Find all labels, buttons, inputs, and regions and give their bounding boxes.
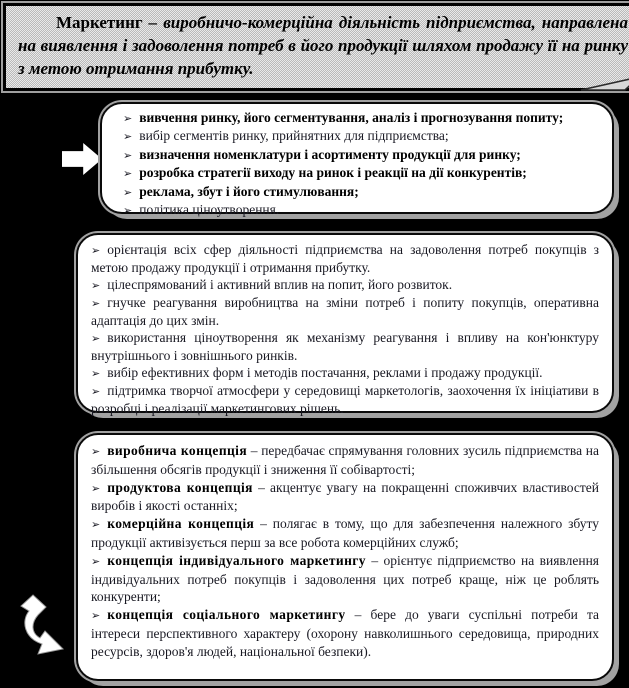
arrow-bullet-icon: ➢ xyxy=(91,385,101,398)
list-item xyxy=(123,201,604,219)
arrow-bullet-icon: ➢ xyxy=(123,204,133,218)
folded-corner-icon xyxy=(580,76,629,91)
arrow-bullet-icon: ➢ xyxy=(91,297,101,310)
concept-body: – полягає в тому, що для забезпечення належного збуту продукції активізується перш за все робота комерційних служб; xyxy=(91,516,599,550)
list-item-text: розробка стратегії виходу на ринок і реакції на дії конкурентів; xyxy=(139,165,527,181)
list-item xyxy=(123,109,604,127)
concepts-list xyxy=(91,442,599,661)
concept-term: продуктова концепція xyxy=(107,479,253,495)
arrow-bullet-icon: ➢ xyxy=(91,445,101,458)
concept-term: концепція соціального маркетингу xyxy=(107,607,346,623)
list-item xyxy=(91,276,599,294)
functions-box xyxy=(100,102,614,218)
concept-term: виробнича концепція xyxy=(107,443,248,458)
definition-text xyxy=(18,11,628,80)
list-item xyxy=(91,329,599,364)
arrow-bullet-icon: ➢ xyxy=(91,279,101,292)
list-item xyxy=(123,146,604,164)
list-item xyxy=(91,241,599,276)
curved-arrow-icon xyxy=(11,594,71,660)
list-item-text: вибір ефективних форм і методів постачання, реклами і продажу продукції. xyxy=(107,365,543,380)
arrow-bullet-icon: ➢ xyxy=(91,609,101,623)
list-item xyxy=(123,164,604,182)
principles-box xyxy=(76,233,614,416)
concept-body: – передбачає спрямування головних зусиль підприємства на збільшення обсягів продукції і зниження її собівартості; xyxy=(91,443,600,477)
arrow-bullet-icon: ➢ xyxy=(123,112,133,125)
concept-term: концепція індивідуального маркетингу xyxy=(107,552,366,568)
principles-list xyxy=(91,241,599,417)
list-item xyxy=(91,552,599,606)
list-item-text: орієнтація всіх сфер діяльності підприємства на задоволення потреб покупців з метою продажу продукції і отримання прибутку. xyxy=(91,242,599,275)
arrow-bullet-icon: ➢ xyxy=(91,244,101,257)
concept-term: комерційна концепція xyxy=(107,516,255,532)
arrow-bullet-icon: ➢ xyxy=(91,332,101,345)
list-item xyxy=(91,515,599,552)
list-item xyxy=(91,294,599,329)
arrow-bullet-icon: ➢ xyxy=(91,481,101,495)
list-item-text: визначення номенклатури і асортименту продукції для ринку; xyxy=(139,146,521,162)
arrow-bullet-icon: ➢ xyxy=(91,367,101,380)
list-item-text: політика ціноутворення. xyxy=(139,202,280,218)
definition-body: виробничо-комерційна діяльність підприємства, направлена на виявлення і задоволення потреб в його продукції шляхом продажу її на ринку з метою отримання прибутку. xyxy=(18,13,628,78)
list-item xyxy=(91,479,599,516)
list-item xyxy=(123,127,604,145)
arrow-bullet-icon: ➢ xyxy=(123,185,133,199)
arrow-right-icon xyxy=(62,142,102,176)
list-item-text: реклама, збут і його стимулювання; xyxy=(139,183,359,199)
list-item-text: вибір сегментів ринку, прийнятних для підприємства; xyxy=(139,128,449,144)
concepts-box xyxy=(76,433,614,681)
list-item-text: гнучке реагування виробництва на зміни потреб і попиту покупців, оперативна адаптація до цих змін. xyxy=(91,295,599,328)
concept-body: – орієнтує підприємство на виявлення індивідуальних потреб покупців і задоволення цих потреб краще, ніж це роблять конкуренти; xyxy=(91,552,600,605)
arrow-bullet-icon: ➢ xyxy=(123,167,133,181)
arrow-bullet-icon: ➢ xyxy=(123,130,133,144)
list-item-text: цілеспрямований і активний вплив на попит, його розвиток. xyxy=(107,277,453,292)
list-item xyxy=(91,364,599,382)
list-item-text: вивчення ринку, його сегментування, аналіз і прогнозування попиту; xyxy=(139,110,564,125)
list-item xyxy=(91,382,599,417)
list-item-text: використання ціноутворення як механізму реагування і впливу на кон'юнктуру внутрішнього і зовнішнього ринків. xyxy=(91,330,599,363)
list-item xyxy=(91,606,599,660)
arrow-bullet-icon: ➢ xyxy=(91,518,101,532)
definition-term: Маркетинг xyxy=(56,13,143,32)
definition-box xyxy=(3,3,629,91)
list-item xyxy=(123,183,604,201)
functions-list xyxy=(123,109,604,219)
arrow-bullet-icon: ➢ xyxy=(91,554,101,568)
arrow-bullet-icon: ➢ xyxy=(123,148,133,162)
list-item-text: підтримка творчої атмосфери у середовищі маркетологів, заохочення їх ініціативи в розробці і реалізації маркетингових рішень. xyxy=(91,383,599,416)
list-item xyxy=(91,442,599,479)
concept-body: – бере до уваги суспільні потреби та інтереси перспективного характеру (охорону навколишнього середовища, природних ресурсів, здоров'я людей, національної безпеки). xyxy=(91,607,599,659)
concept-body: – акцентує увагу на покращенні споживчих властивостей виробів і якості останніх; xyxy=(91,479,599,514)
definition-separator: – xyxy=(148,13,158,32)
